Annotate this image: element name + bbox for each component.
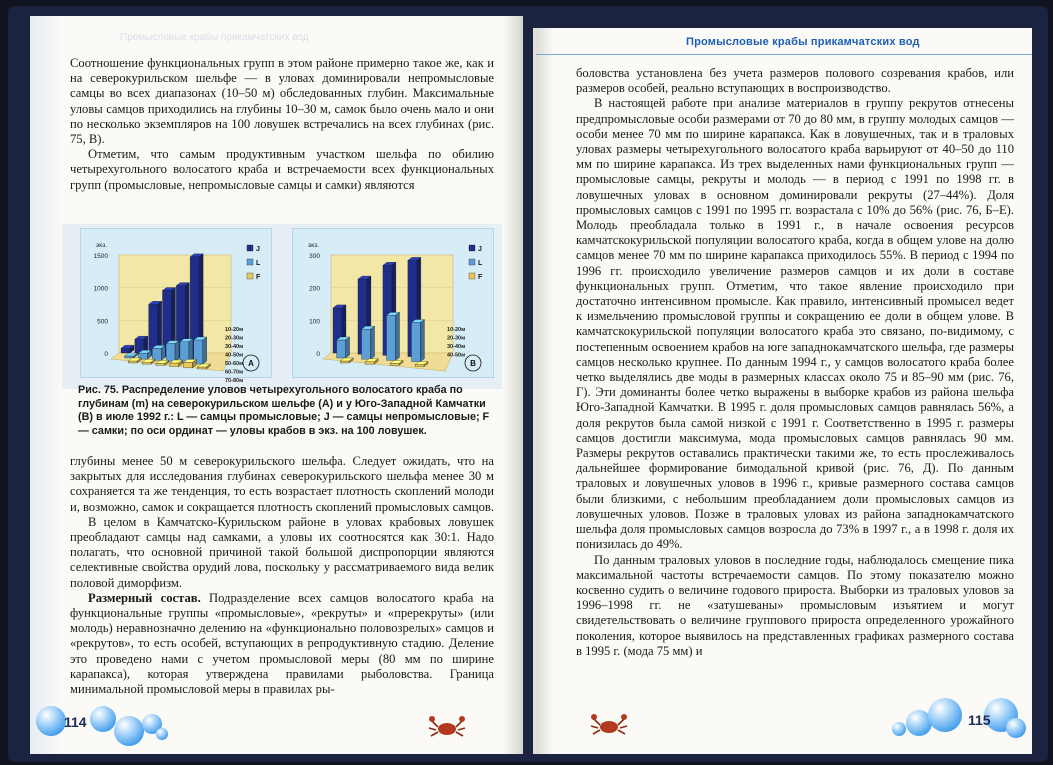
figure-caption: Рис. 75. Распределение уловов четырехугольного волосатого краба по глубинам (m) на северокурильском шельфе (А) и у Юго-Западной Камчатки (В) в июле 1992 г.: L — самцы промысловые; J — самцы непромысловые; F — самки; по оси ординат — уловы крабов в экз. на 100 ловушек. (78, 384, 490, 437)
category-label: 10-20м (447, 327, 466, 333)
gutter-shadow (502, 16, 520, 754)
section-title: Размерный состав. (88, 590, 201, 605)
category-label: 40-50м (447, 352, 466, 359)
page-number: 115 (968, 712, 991, 728)
panel-label: А (248, 359, 254, 368)
y-tick-label: 0 (104, 351, 108, 358)
paragraph (70, 591, 494, 697)
left-text-top (70, 56, 494, 193)
running-header: Промысловые крабы прикамчатских вод (686, 36, 920, 48)
crab-icon (428, 714, 466, 740)
ghost-header: Промысловые крабы прикамчатских вод (120, 32, 309, 43)
category-label: 60-70м (225, 369, 244, 376)
right-page (533, 28, 1032, 754)
paragraph: Соотношение функциональных групп в этом районе примерно такое же, как и на северокурильском шельфе — в уловах доминировали непромысловые самцы во всех диапазонах (10–50 м) обследованных глубин. Максимальные уловы самцов приходились на глубины 10–30 м, самок было очень мало и они по несколько экземпляров на 100 ловушек встречались на всех глубинах (рис. 75, В). (70, 56, 494, 147)
y-axis-label: экз. (307, 242, 319, 249)
category-label: 20-30м (225, 335, 244, 342)
category-label: 40-50м (225, 352, 244, 359)
y-tick-label: 1500 (93, 253, 108, 260)
legend-label: J (256, 246, 260, 253)
panel-label: В (470, 359, 476, 368)
crab-icon (590, 712, 628, 738)
chart-b (292, 228, 494, 378)
category-label: 70-80м (225, 378, 244, 384)
section-text: Подразделение всех самцов волосатого краба на функциональные группы «промысловые», «рекруты» и «пререкруты» (или молодь) неравнозначно делению на «функционально половозрелых» самцов и «рекрутов», то есть особей, вступающих в репродуктивную стадию. Деление это проведено нами с учетом промысловой меры (80 мм по ширине карапакса), которая утверждена правилами рыболовства. Граница минимальной промысловой меры в правилах ры- (70, 590, 495, 697)
paragraph: В целом в Камчатско-Курильском районе в уловах крабовых ловушек преобладают самцы над самками, а уловы их соотносятся как 30:1. Надо полагать, что основной причиной такой большой диспропорции являются селективные свойства орудий лова, поскольку у рассматриваемого вида велик половой диморфизм. (70, 514, 494, 590)
legend-label: J (478, 246, 482, 253)
paragraph: В настоящей работе при анализе материалов в группу рекрутов отнесены предпромысловые особи размерами от 70 до 80 мм, в группу молодых самцов — особи менее 70 мм по ширине карапакса. Как в ловушечных, так и в траловых уловах размеры четырехугольного волосатого краба варьируют от 40–50 до 110 мм по ширине карапакса. Из трех выделенных нами функциональных групп — промысловые самцы, рекруты и молодь — в период с 1991 по 1998 гг. в ловушечных уловах в основном доминировали рекруты (27–44%). Доля промысловых самцов с 1991 по 1995 гг. возрастала с 10% до 56% (рис. 76, Б–Е). Молодь преобладала только в 1991 г., в начале освоения ресурсов камчатскокурильской популяции волосатого краба, когда в общем улове на долю самцов менее 70 мм по ширине карапакса приходилось 55%. В период с 1994 по 1996 гг. происходило увеличение размеров самцов и их доли в составе функциональных групп. Отметим, что такое явление происходило при достаточно интенсивном промысле. Как правило, интенсивный промысел ведет к измельчению промысловой группы и сокращению ее доли в общем улове. В камчатскокурильской популяции волосатого краба это связано, по-видимому, с постепенным освоением крабов на юге западнокамчатского шельфа, где размеры самцов несколько крупнее. По данным 1994 г., у самцов волосатого краба более четко выделялись две моды в размерных классах около 75 и 85–90 мм (рис. 76, Г). Эти доминанты более четко выражены в выборке крабов из района шельфа Юго-Западной Камчатки. В 1995 г. доля промысловых самцов равнялась 56%, а доля рекрутов была самой низкой с 1991 г. Соответственно в 1995 г. размеры самцов достигли максимума, мода промысловых самцов равнялась 90 мм. Размеры рекрутов оставались практически такими же, то есть прослеживалось дальнейшее формирование бимодальной кривой (рис. 76, Д). По данным траловых и ловушечных уловов в 1996 г., кривые размерного состава самцов были близкими, с небольшим преобладанием доли промысловых самцов из ловушечных уловов. Позже в траловых уловах из района западнокамчатского шельфа доля промысловых самцов возросла до 73% в 1997 г., а в 1998 г. доля их понизилась до 49%. (576, 96, 1014, 552)
paragraph: По данным траловых уловов в последние годы, наблюдалось смещение пика максимальной частоты встречаемости самцов. По этому показателю можно косвенно судить о величине годового прироста. Выборки из траловых уловов за 1996–1998 гг. не «затушеваны» промысловым изъятием и могут свидетельствовать о величине группового прироста определенного урожайного поколения, которое выявилось на представленных графиках размерного состава в 1995 г. (мода 75 мм) и (576, 552, 1014, 658)
y-tick-label: 300 (309, 253, 320, 260)
legend-label: F (256, 274, 261, 281)
right-text (576, 66, 1014, 659)
category-label: 20-30м (447, 335, 466, 342)
y-tick-label: 500 (97, 318, 108, 326)
y-tick-label: 100 (309, 318, 320, 326)
page-edge-shading (30, 16, 64, 754)
paragraph: Отметим, что самым продуктивным участком шельфа по обилию четырехугольного волосатого краба и встречаемости всех функциональных групп (промысловые, непромысловые самцы и самки) являются (70, 147, 494, 192)
y-tick-label: 0 (316, 351, 320, 358)
gutter-shadow (536, 28, 554, 754)
chart-a-svg (81, 229, 271, 384)
category-label: 30-40м (225, 344, 244, 350)
paragraph: боловства установлена без учета размеров полового созревания крабов, или размеров особей, реально вступающих в воспроизводство. (576, 66, 1014, 96)
y-tick-label: 1000 (93, 285, 108, 293)
chart-b-svg (293, 229, 493, 377)
y-axis-label: экз. (95, 242, 107, 249)
category-label: 30-40м (447, 344, 466, 350)
y-tick-label: 200 (309, 285, 320, 293)
chart-a (80, 228, 272, 384)
paragraph: глубины менее 50 м северокурильского шельфа. Следует ожидать, что на закрытых для исследования глубинах северокурильского шельфа менее 30 м сохраняется та же тенденция, то есть возрастает плотность скоплений молоди и, возможно, самок и сокращается плотность скоплений промысловых самцов. (70, 454, 495, 514)
category-label: 50-60м (225, 361, 244, 367)
legend-label: L (478, 260, 483, 267)
left-page (30, 16, 523, 754)
legend-label: L (256, 260, 261, 267)
legend-label: F (478, 274, 483, 281)
page-number: 114 (64, 714, 87, 730)
header-rule (536, 54, 1032, 55)
left-text-bottom (70, 454, 494, 697)
category-label: 10-20м (225, 327, 244, 333)
book-spread (8, 6, 1048, 762)
